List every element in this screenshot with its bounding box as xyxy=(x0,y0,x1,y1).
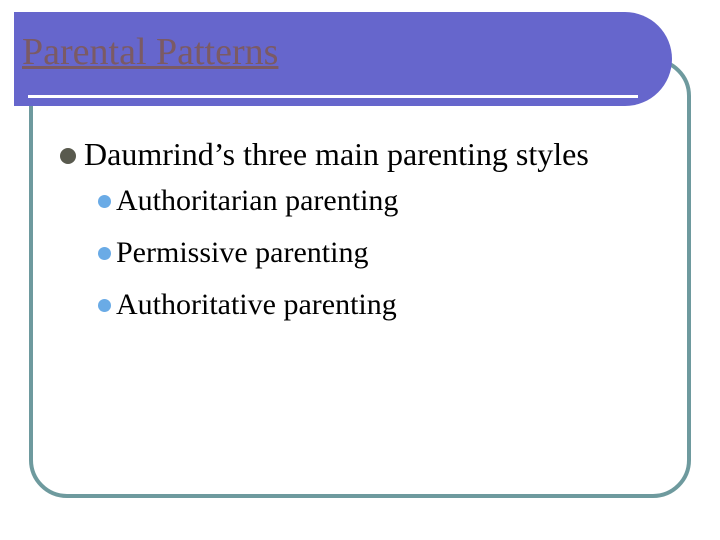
bullet-item xyxy=(60,133,660,175)
title-rule xyxy=(28,95,638,98)
sub-bullet-text: Authoritarian parenting xyxy=(116,184,399,217)
sub-bullet-item xyxy=(60,279,660,331)
slide-title: Parental Patterns xyxy=(22,31,279,73)
sub-bullet-item xyxy=(60,175,660,227)
bullet-dot-icon xyxy=(60,148,76,164)
slide-content xyxy=(60,133,660,331)
sub-bullet-item xyxy=(60,227,660,279)
sub-bullet-dot-icon xyxy=(98,299,111,312)
sub-bullet-dot-icon xyxy=(98,247,111,260)
sub-bullet-text: Permissive parenting xyxy=(116,236,369,269)
sub-bullet-dot-icon xyxy=(98,195,111,208)
bullet-text: Daumrind’s three main parenting styles xyxy=(84,136,589,172)
sub-bullet-text: Authoritative parenting xyxy=(116,288,397,321)
